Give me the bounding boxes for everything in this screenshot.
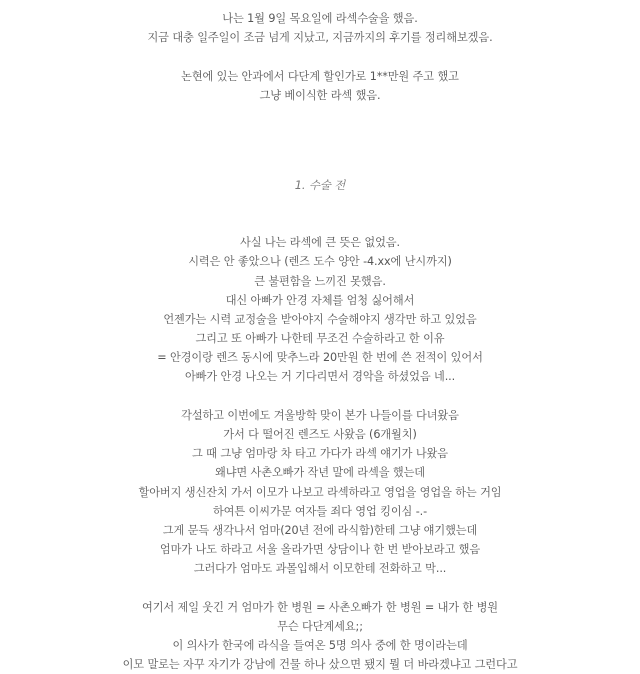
text-line: 나는 1월 9일 목요일에 라섹수술을 했음. — [222, 12, 418, 25]
spacer — [0, 196, 640, 233]
text-line: 왜냐면 사촌오빠가 작년 말에 라섹을 했는데 — [214, 466, 425, 480]
post-body — [0, 9, 640, 674]
text-line: 그 때 그냥 엄마랑 차 타고 가다가 라섹 얘기가 나왔음 — [192, 447, 448, 461]
text-line: 그러다가 엄마도 과몰입해서 이모한테 전화하고 막... — [193, 562, 447, 576]
spacer — [0, 155, 640, 174]
text-line: 무슨 다단계세요;; — [277, 619, 363, 633]
text-line: 그냥 베이식한 라섹 했음. — [259, 88, 381, 102]
text-line: 엄마가 나도 하라고 서울 올라가면 상담이나 한 번 받아보라고 했음 — [159, 543, 481, 557]
cost-paragraph — [0, 67, 640, 105]
text-line: 여기서 제일 웃긴 거 엄마가 한 병원 = 사촌오빠가 한 병원 = 내가 한 병원 — [141, 600, 499, 614]
paragraph-before-surgery — [0, 233, 640, 387]
text-line: 각설하고 이번에도 겨울방학 맞이 본가 나들이를 다녀왔음 — [181, 408, 459, 422]
text-line: 사실 나는 라섹에 큰 뜻은 없었음. — [240, 236, 400, 250]
text-line: 대신 아빠가 안경 자체를 엄청 싫어해서 — [225, 293, 415, 307]
text-line: 큰 불편함을 느끼진 못했음. — [254, 274, 386, 288]
spacer — [0, 105, 640, 155]
text-line: 지금 대충 일주일이 조금 넘게 지났고, 지금까지의 후기를 정리해보겠음. — [147, 31, 493, 45]
text-line: 가서 다 떨어진 렌즈도 사왔음 (6개월치) — [223, 428, 417, 441]
text-line: 할아버지 생신잔치 가서 이모가 나보고 라섹하라고 영업을 영업을 하는 거임 — [138, 485, 502, 499]
text-line: 이 의사가 한국에 라식을 들여온 5명 의사 중에 한 명이라는데 — [172, 639, 468, 653]
section-heading: 1. 수술 전 — [294, 178, 346, 193]
spacer — [0, 579, 640, 598]
spacer — [0, 387, 640, 406]
spacer — [0, 47, 640, 66]
text-line: 그리고 또 아빠가 나한테 무조건 수술하라고 한 이유 — [195, 332, 445, 346]
text-line: = 안경이랑 렌즈 동시에 맞추느라 20만원 한 번에 쓴 전적이 있어서 — [157, 351, 483, 365]
text-line: 하여튼 이씨가문 여자들 죄다 영업 킹이심 -.- — [212, 504, 428, 518]
intro-paragraph — [0, 9, 640, 47]
paragraph-winter-break — [0, 406, 640, 579]
text-line: 언젠가는 시력 교정술을 받아야지 수술해야지 생각만 하고 있었음 — [163, 312, 477, 326]
text-line: 아빠가 안경 나오는 거 기다리면서 경악을 하셨었음 네... — [184, 370, 456, 384]
text-line: 그게 문득 생각나서 엄마(20년 전에 라식함)한테 그냥 얘기했는데 — [162, 523, 478, 537]
paragraph-same-hospital — [0, 598, 640, 674]
text-line: 시력은 안 좋았으나 (렌즈 도수 양안 -4.xx에 난시까지) — [188, 255, 452, 269]
text-line: 이모 말로는 자꾸 자기가 강남에 건물 하나 샀으면 됐지 뭘 더 바라겠냐고 그런다고 — [122, 658, 518, 672]
text-line: 논현에 있는 안과에서 다단계 할인가로 1**만원 주고 했고 — [181, 69, 459, 83]
